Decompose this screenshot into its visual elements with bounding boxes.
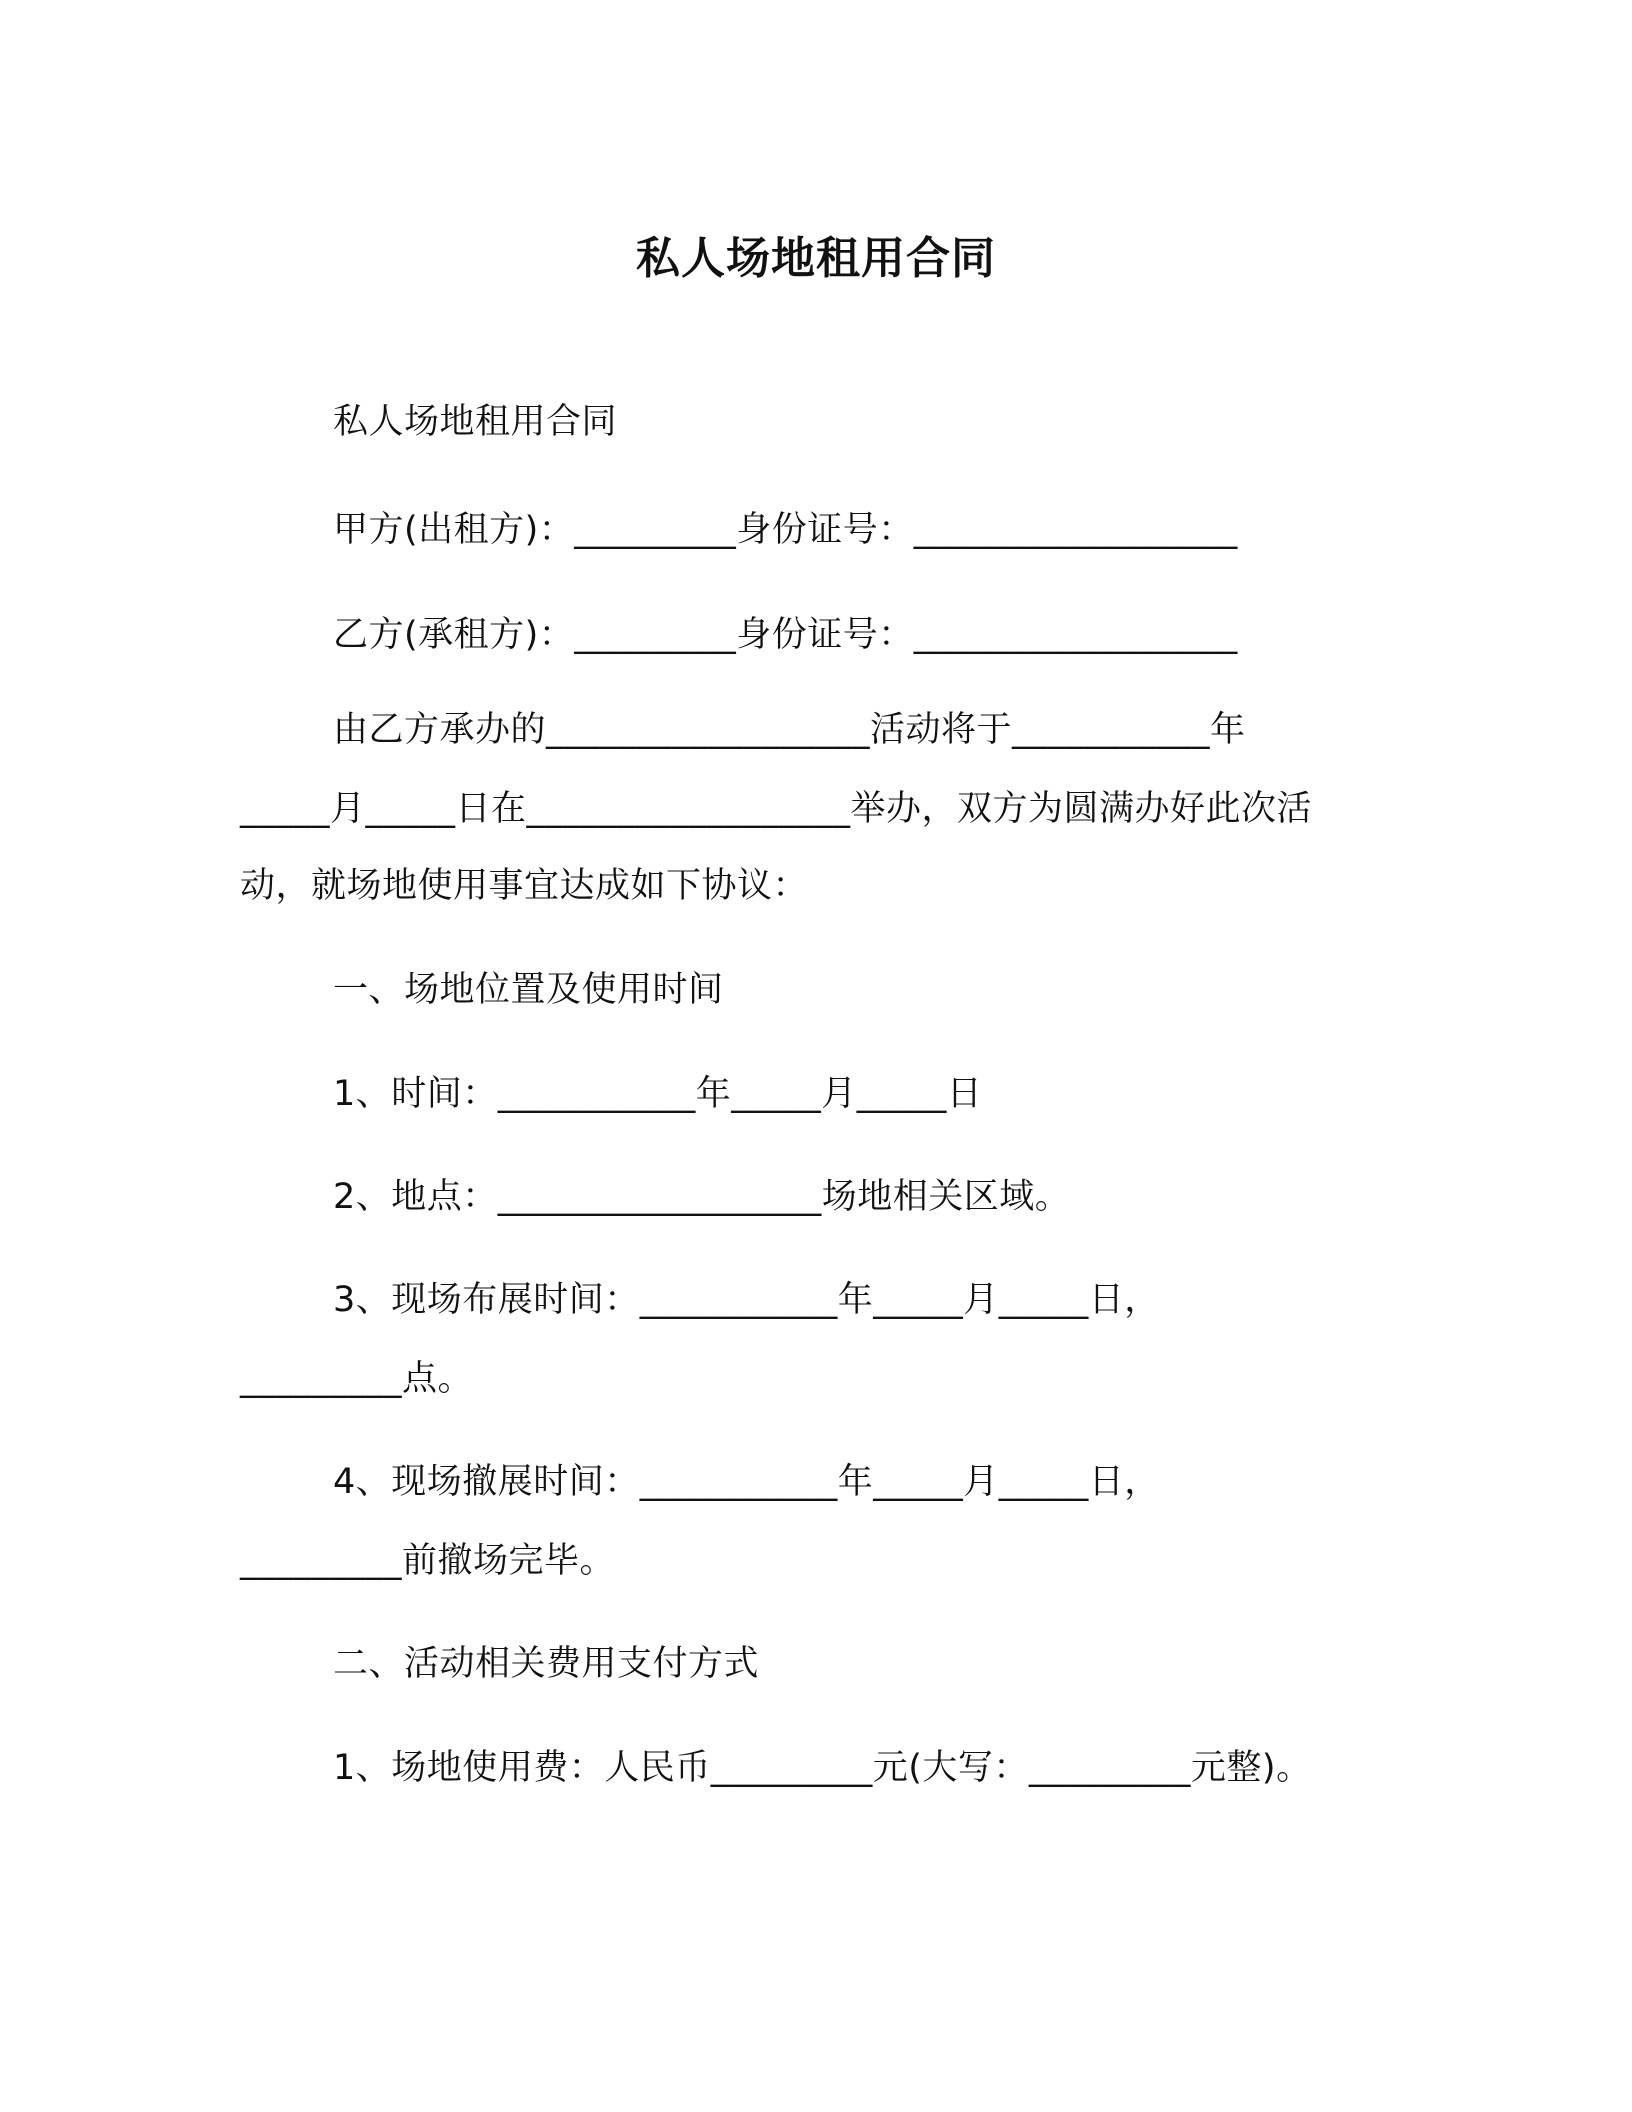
clause-2-1-fee: 1、场地使用费：人民币_________元(大写：_________元整)。 (333, 1748, 1312, 1788)
section-1-heading: 一、场地位置及使用时间 (333, 970, 724, 1010)
clause-1-2-location: 2、地点：__________________场地相关区域。 (333, 1177, 1071, 1217)
intro-line-1: 由乙方承办的__________________活动将于___________年 (333, 710, 1246, 750)
intro-line-2: _____月_____日在__________________举办，双方为圆满办好此次活 (240, 789, 1313, 829)
clause-1-3-setup-hour: _________点。 (240, 1359, 474, 1399)
clause-1-4-teardown-time: 4、现场撤展时间：___________年_____月_____日， (333, 1462, 1160, 1502)
section-2-heading: 二、活动相关费用支付方式 (333, 1644, 760, 1684)
clause-1-4-teardown-hour: _________前撤场完毕。 (240, 1541, 616, 1581)
intro-line-3: 动，就场地使用事宜达成如下协议： (240, 866, 809, 906)
clause-1-1-time: 1、时间：___________年_____月_____日 (333, 1074, 983, 1114)
party-b-line: 乙方(承租方)：_________身份证号：__________________ (333, 615, 1238, 655)
subtitle-line: 私人场地租用合同 (333, 402, 618, 442)
clause-1-3-setup-time: 3、现场布展时间：___________年_____月_____日， (333, 1280, 1160, 1320)
document-title: 私人场地租用合同 (636, 233, 996, 284)
party-a-line: 甲方(出租方)：_________身份证号：__________________ (333, 510, 1238, 550)
